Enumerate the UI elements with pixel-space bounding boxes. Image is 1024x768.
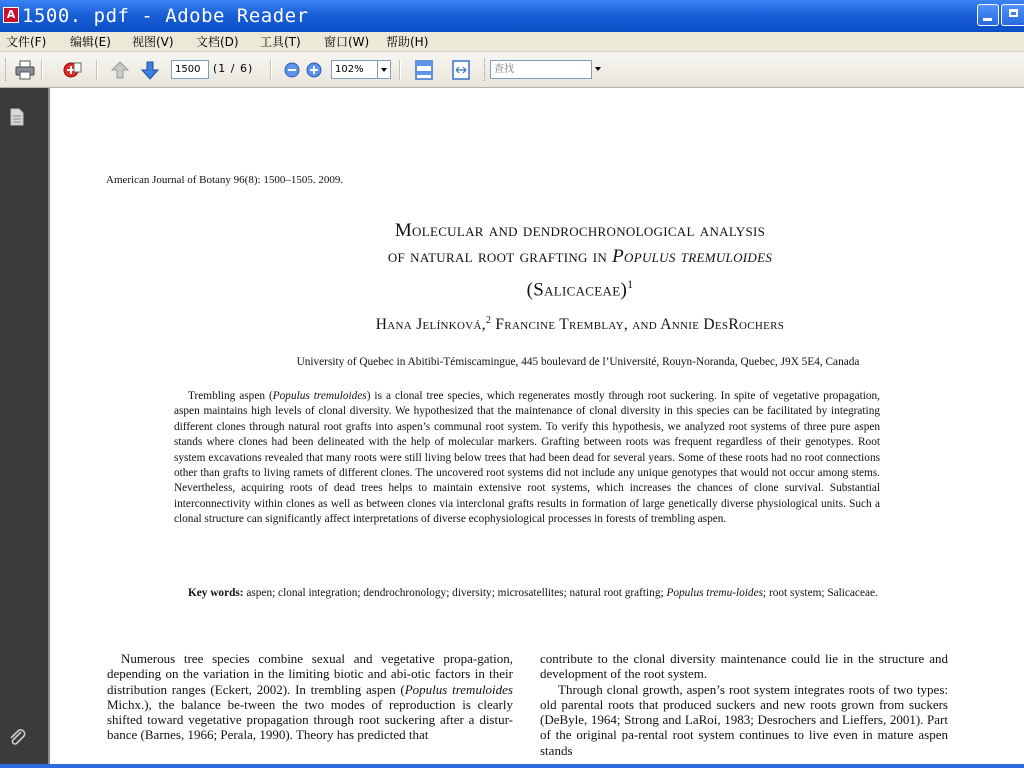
body-column-left <box>107 651 513 743</box>
toolbar <box>0 52 1024 88</box>
author-others: Francine Tremblay, and Annie DesRochers <box>491 316 785 334</box>
keywords-label: Key words: <box>188 587 244 599</box>
toolbar-separator <box>96 60 98 80</box>
menu-view[interactable]: 视图(V) <box>132 35 174 49</box>
menu-document[interactable]: 文档(D) <box>196 35 239 49</box>
zoom-input[interactable]: 102% <box>331 60 378 79</box>
article-title-line3 <box>50 272 1024 302</box>
restore-button[interactable] <box>1001 4 1024 26</box>
title-bar <box>0 0 1024 32</box>
search-dropdown-button[interactable] <box>592 60 605 79</box>
keywords-text: aspen; clonal integration; dendrochronology; diversity; microsatellites; natural root grafting; <box>243 587 667 599</box>
pages-icon[interactable] <box>10 108 24 126</box>
toolbar-grip[interactable] <box>484 59 488 81</box>
fit-width-icon[interactable] <box>450 60 472 80</box>
menu-tools[interactable]: 工具(T) <box>260 35 301 49</box>
abstract-text: Trembling aspen ( <box>188 390 273 402</box>
window-title: 1500. pdf - Adobe Reader <box>22 5 309 27</box>
toolbar-separator <box>41 60 43 80</box>
keywords-text: ; root system; Salicaceae. <box>763 587 878 599</box>
title-text: of natural root grafting in <box>387 246 613 267</box>
affiliation: University of Quebec in Abitibi-Témiscamingue, 445 boulevard de l’Université, Rouyn-Noranda, Quebec, J9X 5E4, Canada <box>296 356 860 368</box>
collaborate-icon[interactable] <box>62 60 84 80</box>
menu-bar <box>0 32 1024 52</box>
abstract-species: Populus tremuloides <box>272 390 367 402</box>
body-text: Michx.), the balance be-tween the two modes of reproduction is clearly shifted toward vegetative propagation through root suckering after a distur-bance (Barnes, 1966; Perala, 1990). Theory has predicted that <box>107 696 513 743</box>
page-count: (1 / 6) <box>213 62 254 75</box>
body-paragraph: Through clonal growth, aspen’s root system integrates roots of two types: old parental roots that produced suckers and new roots grown from suckers (DeByle, 1964; Strong and LaRoi, 1983; Desrochers and Lieffers, 2001). Part of the original pa-rental root system continues to live even in mature aspen stands <box>540 681 948 758</box>
toolbar-separator <box>270 60 272 80</box>
authors <box>50 315 1024 334</box>
abstract <box>174 389 880 528</box>
title-footnote: 1 <box>627 277 634 291</box>
body-paragraph: contribute to the clonal diversity maintenance could lie in the structure and development of the root system. <box>540 651 948 682</box>
author-note: 2 <box>485 315 492 326</box>
article-title-line1: Molecular and dendrochronological analysis <box>394 220 766 241</box>
attachments-icon[interactable] <box>8 728 28 748</box>
zoom-in-icon[interactable] <box>303 60 325 80</box>
title-species: Populus tremuloides <box>612 246 773 267</box>
zoom-dropdown-button[interactable] <box>378 60 391 79</box>
article-title-line2 <box>50 244 1024 269</box>
keywords <box>174 586 880 601</box>
keywords-species: Populus tremu-loides <box>666 587 763 599</box>
next-page-icon[interactable] <box>139 60 161 80</box>
navigation-pane <box>0 88 48 768</box>
search-input[interactable]: 查找 <box>490 60 592 79</box>
body-text: Numerous tree species combine sexual and vegetative propa-gation, depending on the variation in the limiting biotic and abi-otic factors in their distribution ranges (Eckert, 2002). In trembling aspen ( <box>107 651 513 697</box>
author-1: Hana Jelínková, <box>375 316 486 334</box>
page-number-input[interactable]: 1500 <box>171 60 209 79</box>
zoom-out-icon[interactable] <box>281 60 303 80</box>
menu-window[interactable]: 窗口(W) <box>324 35 370 49</box>
toolbar-separator <box>399 60 401 80</box>
menu-help[interactable]: 帮助(H) <box>386 35 429 49</box>
adobe-reader-icon: A <box>3 7 19 23</box>
previous-page-icon[interactable] <box>109 60 131 80</box>
minimize-button[interactable] <box>977 4 999 26</box>
body-species: Populus tremuloides <box>404 681 513 697</box>
taskbar-edge <box>0 764 1024 768</box>
print-icon[interactable] <box>14 60 36 80</box>
title-family: (Salicaceae) <box>526 279 628 301</box>
document-page[interactable] <box>50 88 1024 768</box>
abstract-text: ) is a clonal tree species, which regenerates mostly through root suckering. In spite of vegetative propagation, aspen maintains high levels of clonal diversity. We hypothesized that the maintenance of clonal diversity in this species can be facilitated by integrating different clones through natural root grafts into aspen’s communal root system. To verify this hypothesis, we analyzed root systems of three pure aspen stands where clones had been delineated with the help of molecular markers. Grafting between roots was frequent regardless of their genotypes. Root system excavations revealed that many roots were still living below trees that had been dead for several years. Some of these roots had no root connections other than grafts to living ramets of different clones. The uncovered root systems did not include any unique genotypes that would not occur among stems. Nevertheless, acquiring roots of dead trees helps to maintain extensive root systems, which increases the chances of clone survival. Substantial interconnectivity within clones as well as between clones via interclonal grafts results in formation of large genetically diverse physiological units. Such a clonal structure can significantly affect interpretations of diverse ecophysiological processes in forests of trembling aspen. <box>174 390 880 526</box>
menu-edit[interactable]: 编辑(E) <box>70 35 111 49</box>
body-column-right <box>540 651 948 758</box>
toolbar-grip[interactable] <box>5 59 9 81</box>
journal-citation: American Journal of Botany 96(8): 1500–1505. 2009. <box>106 174 344 186</box>
fit-page-icon[interactable] <box>413 60 435 80</box>
menu-file[interactable]: 文件(F) <box>6 35 47 49</box>
